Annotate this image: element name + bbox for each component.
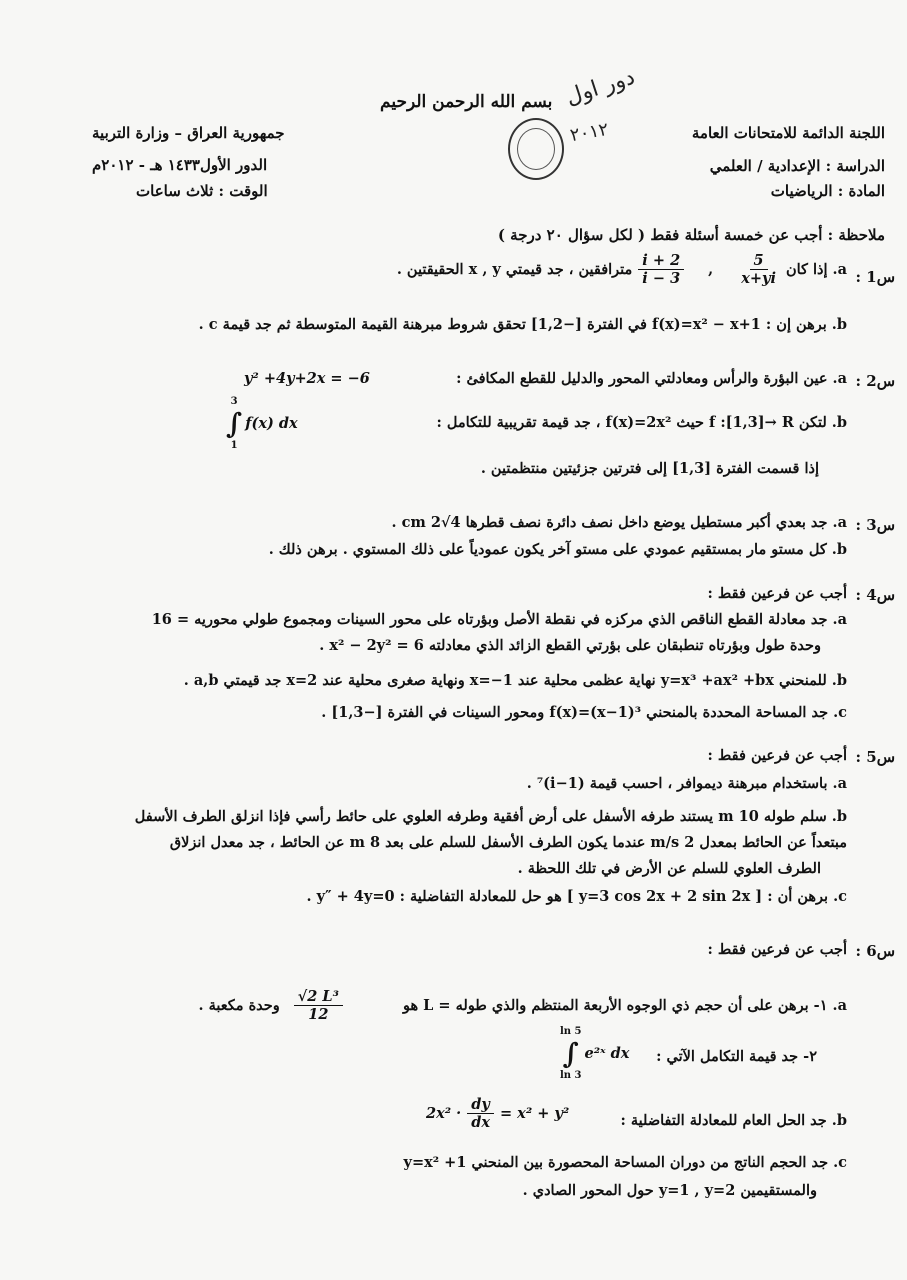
ministry-seal-icon [508,118,564,180]
committee-name: اللجنة الدائمة للامتحانات العامة [691,124,885,142]
question-5b-line-2: مبتعداً عن الحائط بمعدل 2 m/s عندما يكون الطرف الأسفل للسلم على بعد 8 m عن الحائط ، جد معدل انزلاق [169,834,847,851]
question-3b: b. كل مستو مار بمستقيم عمودي على مستو آخر يكون عمودياً على ذلك المستوي . برهن ذلك . [268,541,847,558]
exam-time: الوقت : ثلاث ساعات [136,182,268,200]
question-2a-text: a. عين البؤرة والرأس ومعادلتي المحور والدليل للقطع المكافئ : [456,370,847,387]
question-1b: b. برهن إن : f(x)=x² − x+1 في الفترة [−1,2] تحقق شروط مبرهنة القيمة المتوسطة ثم جد قيمة c . [198,316,847,333]
exam-note: ملاحظة : أجب عن خمسة أسئلة فقط ( لكل سؤال ٢٠ درجة ) [497,226,885,244]
question-2a-equation: y² +4y+2x = −6 [244,370,370,387]
q1a-prefix: a. إذا كان [785,261,847,278]
question-5-label: س5 : [855,748,895,766]
study-level: الدراسة : الإعدادية / العلمي [709,157,885,175]
q1a-suffix: مترافقين ، جد قيمتي x , y الحقيقتين . [396,261,633,278]
question-6-intro: أجب عن فرعين فقط : [707,941,847,958]
question-6a-2-text: ٢- جد قيمة التكامل الآتي : [656,1048,817,1065]
question-4a-line-1: a. جد معادلة القطع الناقص الذي مركزه في نقطة الأصل وبؤرتاه على محور السينات ومجموع طولي محوريه = 16 [151,611,847,628]
question-6c-line-2: والمستقيمين y=1 , y=2 حول المحور الصادي . [522,1182,817,1199]
handwritten-note: دور اول [562,64,638,111]
question-2b-integral: 3 ∫ 1 f(x) dx [226,396,298,451]
question-1a: a. إذا كان $\frac{5}{x+yi}$ , $\frac{2 + i}{3 - i}$ مترافقين ، جد قيمتي x , y الحقيقتين . [396,252,847,287]
question-1-label: س1 : [855,268,895,286]
q6a-fraction: $\frac{\text{√2 L³}}{12}$ [294,988,343,1023]
subject-name: المادة : الرياضيات [770,182,885,200]
basmala: بسم الله الرحمن الرحيم [380,92,553,112]
question-2-label: س2 : [855,372,895,390]
question-6b-equation: 2x² · $\frac{dy}{dx}$ = x² + y² [426,1096,570,1131]
question-5c: c. برهن أن : [ y=3 cos 2x + 2 sin 2x ] هو حل للمعادلة التفاضلية : y″ + 4y=0 . [306,888,847,905]
question-3-label: س3 : [855,516,895,534]
exam-session: الدور الأول١٤٣٣ هـ - ٢٠١٢م [92,156,268,174]
question-6a-1: a. ١- برهن على أن حجم ذي الوجوه الأربعة المنتظم والذي طوله = L هو $\frac{\text{√2 L³}}{12}$ وحدة مكعبة . [198,988,847,1023]
question-3a: a. جد بعدي أكبر مستطيل يوضع داخل نصف دائرة نصف قطرها 4√2 cm . [391,514,847,531]
handwritten-year: ٢٠١٢ [568,118,611,147]
question-5a: a. باستخدام مبرهنة ديموافر ، احسب قيمة (1−i)⁷ . [526,775,847,792]
question-2b-text: b. لتكن f :[1,3]→ R حيث f(x)=2x² ، جد قيمة تقريبية للتكامل : [436,414,847,431]
question-6a-2-integral: ln 5 ∫ ln 3 e²ˣ dx [560,1026,630,1081]
country-ministry: جمهورية العراق – وزارة التربية [92,124,285,142]
question-4c: c. جد المساحة المحددة بالمنحني f(x)=(x−1)³ ومحور السينات في الفترة [−1,3] . [321,704,847,721]
question-5b-line-3: الطرف العلوي للسلم عن الأرض في تلك اللحظة . [517,860,821,877]
q1a-fraction-2: $\frac{2 + i}{3 - i}$ [638,252,684,287]
question-6b-text: b. جد الحل العام للمعادلة التفاضلية : [620,1112,847,1129]
question-4a-line-2: وحدة طول وبؤرتاه تنطبقان على بؤرتي القطع الزائد الذي معادلته x² − 2y² = 6 . [319,637,821,654]
question-4-label: س4 : [855,586,895,604]
question-5b-line-1: b. سلم طوله 10 m يستند طرفه الأسفل على أرض أفقية وطرفه العلوي على حائط رأسي فإذا انزلق الطرف الأسفل [134,808,847,825]
q1a-fraction-1: $\frac{5}{x+yi}$ [741,252,776,287]
question-6-label: س6 : [855,942,895,960]
question-4-intro: أجب عن فرعين فقط : [707,585,847,602]
question-5-intro: أجب عن فرعين فقط : [707,747,847,764]
question-6c-line-1: c. جد الحجم الناتج من دوران المساحة المحصورة بين المنحني y=x² +1 [403,1154,847,1171]
question-4b: b. للمنحني y=x³ +ax² +bx نهاية عظمى محلية عند x=−1 ونهاية صغرى محلية عند x=2 جد قيمتي a,b . [183,672,847,689]
question-2b-continuation: إذا قسمت الفترة [1,3] إلى فترتين جزئيتين منتظمتين . [480,460,819,477]
